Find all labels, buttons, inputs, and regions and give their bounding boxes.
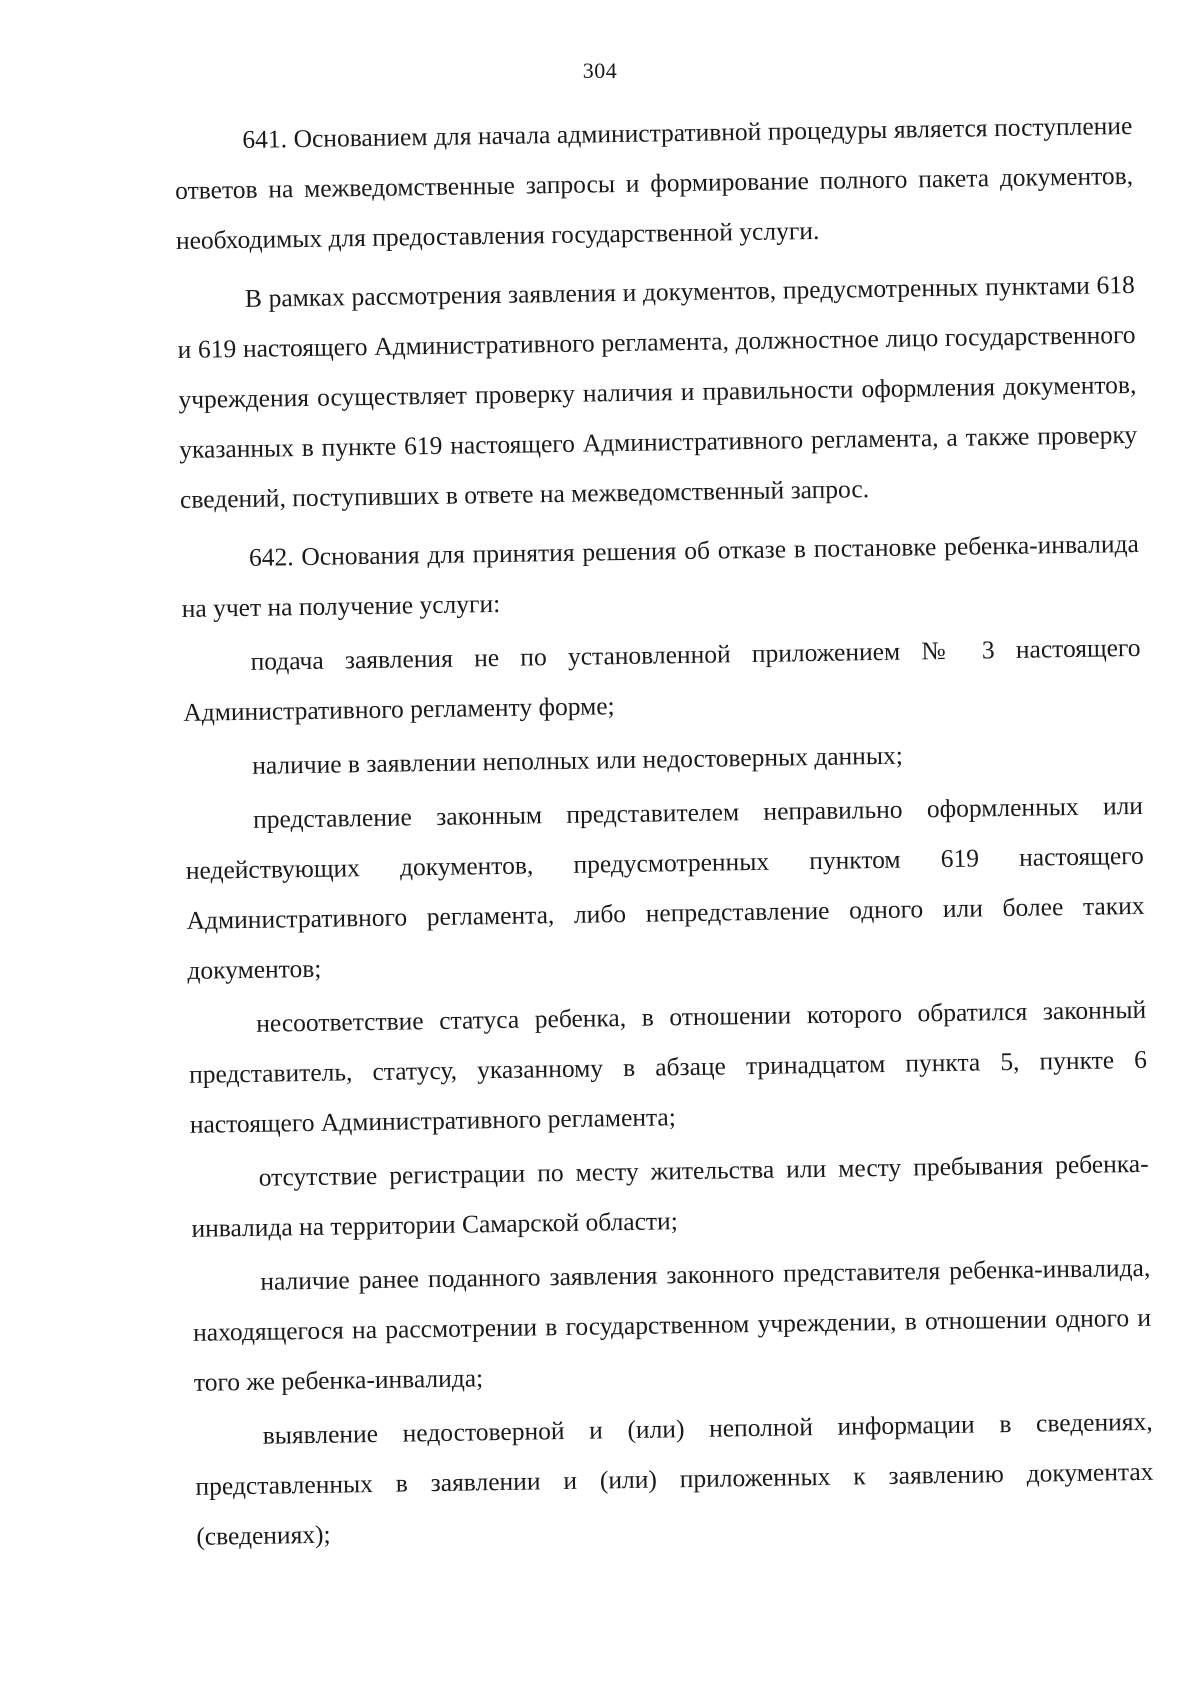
refusal-ground-inaccurate-information: выявление недостоверной и (или) неполной информации в сведениях, представленных в заявлении и (или) приложенных к заявлению документах (сведениях);: [195, 1406, 1154, 1551]
refusal-ground-wrong-form: подача заявления не по установленной приложением № 3 настоящего Административного регламенту форме;: [183, 632, 1141, 727]
paragraph-641: 641. Основанием для начала административной процедуры является поступление ответов на межведомственные запросы и формирование полного пакета документов, необходимых для предоставления государственной услуги.: [174, 110, 1134, 255]
refusal-ground-invalid-documents: представление законным представителем неправильно оформленных или недействующих документов, предусмотренных пунктом 619 настоящего Административного регламента, либо непредставление одного или более таких документов;: [185, 790, 1145, 985]
refusal-ground-no-registration: отсутствие регистрации по месту жительства или месту пребывания ребенка-инвалида на территории Самарской области;: [191, 1148, 1149, 1243]
refusal-ground-status-mismatch: несоответствие статуса ребенка, в отношении которого обратился законный представитель, статусу, указанному в абзаце тринадцатом пункта 5, пункте 6 настоящего Административного регламента;: [188, 994, 1148, 1139]
paragraph-review-scope: В рамках рассмотрения заявления и документов, предусмотренных пунктами 618 и 619 настоящего Административного регламента, должностное лицо государственного учреждения осуществляет проверку наличия и правильности оформления документов, указанных в пункте 619 настоящего Административного регламента, а также проверку сведений, поступивших в ответе на межведомственный запрос.: [177, 269, 1138, 514]
page-number: 304: [582, 58, 618, 83]
refusal-ground-duplicate-application: наличие ранее поданного заявления законного представителя ребенка-инвалида, находящегося на рассмотрении в государственном учреждении, в отношении одного и того же ребенка-инвалида;: [192, 1252, 1152, 1397]
refusal-ground-incomplete-data: наличие в заявлении неполных или недостоверных данных;: [251, 740, 904, 780]
paragraph-642: 642. Основания для принятия решения об отказе в постановке ребенка-инвалида на учет на получение услуги:: [181, 528, 1140, 623]
document-body: [174, 101, 1155, 1566]
